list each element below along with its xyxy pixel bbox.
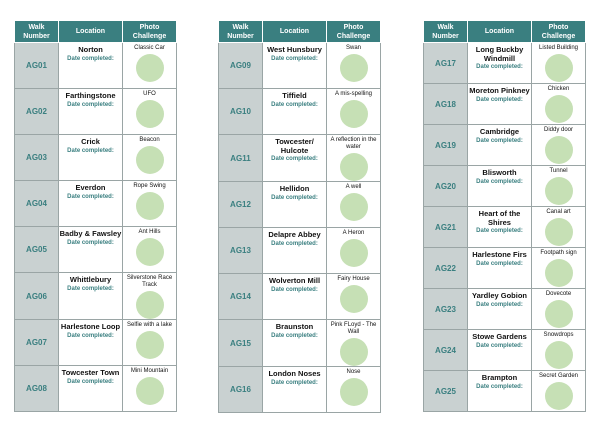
- photo-challenge-cell: [123, 135, 177, 181]
- walk-number: AG20: [424, 166, 468, 207]
- photo-challenge-cell: [532, 43, 586, 84]
- location-cell: [263, 274, 327, 320]
- table-row: [15, 366, 177, 412]
- table-row: [219, 89, 381, 135]
- walk-number: AG08: [15, 366, 59, 412]
- location-name: Norton: [78, 45, 103, 54]
- photo-challenge-cell: [327, 274, 381, 320]
- table-row: [219, 367, 381, 413]
- date-completed-label: Date completed:: [476, 96, 523, 103]
- location-cell: [468, 166, 532, 207]
- date-completed-label: Date completed:: [67, 332, 114, 339]
- photo-challenge-cell: [123, 89, 177, 135]
- photo-challenge-cell: [532, 371, 586, 412]
- photo-circle: [136, 238, 164, 266]
- date-completed-label: Date completed:: [476, 260, 523, 267]
- table-row: [424, 330, 586, 371]
- photo-challenge-label: Nose: [346, 369, 361, 375]
- location-name: Crick: [81, 137, 100, 146]
- photo-challenge-label: Footpath sign: [540, 250, 577, 256]
- location-cell: [263, 367, 327, 413]
- photo-challenge-label: Beacon: [139, 137, 160, 143]
- location-name: Badby & Fawsley: [59, 229, 122, 238]
- photo-circle: [545, 177, 573, 205]
- table-row: [424, 166, 586, 207]
- photo-challenge-cell: [532, 84, 586, 125]
- header-walk-number: Walk Number: [15, 21, 59, 43]
- location-cell: [263, 89, 327, 135]
- table-row: [424, 43, 586, 84]
- location-cell: [263, 43, 327, 89]
- photo-circle: [340, 285, 368, 313]
- photo-circle: [340, 153, 368, 181]
- walk-number: AG02: [15, 89, 59, 135]
- walk-number: AG03: [15, 135, 59, 181]
- date-completed-label: Date completed:: [476, 342, 523, 349]
- photo-challenge-label: Canal art: [546, 209, 571, 215]
- location-cell: [59, 320, 123, 366]
- photo-challenge-label: Selfie with a lake: [126, 322, 173, 328]
- table-row: [219, 135, 381, 182]
- photo-circle: [136, 146, 164, 174]
- photo-challenge-label: Pink FLoyd - The Wall: [330, 322, 377, 335]
- photo-challenge-cell: [327, 228, 381, 274]
- location-name: Harlestone Loop: [60, 322, 121, 331]
- photo-challenge-cell: [327, 89, 381, 135]
- photo-circle: [545, 341, 573, 369]
- walk-number: AG05: [15, 227, 59, 273]
- photo-challenge-cell: [532, 166, 586, 207]
- photo-challenge-label: Silverstone Race Track: [126, 275, 173, 288]
- photo-circle: [545, 136, 573, 164]
- location-name: Towcester/ Hulcote: [275, 137, 314, 155]
- photo-challenge-label: Listed Building: [538, 45, 579, 51]
- photo-circle: [545, 218, 573, 246]
- location-cell: [263, 228, 327, 274]
- location-cell: [468, 43, 532, 84]
- date-completed-label: Date completed:: [271, 194, 318, 201]
- table-row: [424, 84, 586, 125]
- location-name: Cambridge: [479, 127, 520, 136]
- photo-circle: [340, 239, 368, 267]
- location-cell: [468, 207, 532, 248]
- date-completed-label: Date completed:: [476, 383, 523, 390]
- header-photo-challenge: Photo Challenge: [123, 21, 177, 43]
- location-name: Long Buckby Windmill: [475, 45, 524, 63]
- photo-challenge-label: Chicken: [547, 86, 570, 92]
- date-completed-label: Date completed:: [67, 147, 114, 154]
- location-cell: [59, 89, 123, 135]
- photo-circle: [340, 193, 368, 221]
- walk-number: AG09: [219, 43, 263, 89]
- walk-number: AG14: [219, 274, 263, 320]
- photo-circle: [136, 54, 164, 82]
- location-name: Farthingstone: [65, 91, 116, 100]
- location-cell: [59, 181, 123, 227]
- walk-number: AG19: [424, 125, 468, 166]
- location-name: Hellidon: [279, 184, 310, 193]
- photo-challenge-cell: [327, 182, 381, 228]
- header-photo-challenge: Photo Challenge: [532, 21, 586, 43]
- walk-number: AG17: [424, 43, 468, 84]
- location-name: Whittlebury: [69, 275, 112, 284]
- table-row: [15, 135, 177, 181]
- walk-number: AG22: [424, 248, 468, 289]
- location-cell: [468, 330, 532, 371]
- location-cell: [263, 320, 327, 367]
- table-row: [424, 289, 586, 330]
- walk-number: AG21: [424, 207, 468, 248]
- table-row: [424, 125, 586, 166]
- location-name: Blisworth: [482, 168, 517, 177]
- table-row: [424, 207, 586, 248]
- table-row: [15, 181, 177, 227]
- header-location: Location: [263, 21, 327, 43]
- table-row: [219, 228, 381, 274]
- table-row: [219, 274, 381, 320]
- location-name: Towcester Town: [61, 368, 120, 377]
- location-cell: [59, 227, 123, 273]
- photo-challenge-label: Ant Hills: [138, 229, 161, 235]
- photo-challenge-cell: [123, 43, 177, 89]
- photo-challenge-cell: [327, 320, 381, 367]
- photo-challenge-cell: [327, 367, 381, 413]
- location-name: Everdon: [75, 183, 106, 192]
- table-row: [219, 43, 381, 89]
- location-cell: [468, 125, 532, 166]
- table-row: [15, 320, 177, 366]
- walk-number: AG10: [219, 89, 263, 135]
- walk-number: AG12: [219, 182, 263, 228]
- header-photo-challenge: Photo Challenge: [327, 21, 381, 43]
- header-location: Location: [59, 21, 123, 43]
- photo-circle: [136, 100, 164, 128]
- date-completed-label: Date completed:: [476, 64, 523, 70]
- walk-number: AG15: [219, 320, 263, 367]
- header-location: Location: [468, 21, 532, 43]
- location-name: Moreton Pinkney: [469, 86, 530, 95]
- walk-number: AG24: [424, 330, 468, 371]
- location-cell: [263, 135, 327, 182]
- photo-challenge-cell: [123, 366, 177, 412]
- walk-number: AG06: [15, 273, 59, 320]
- photo-circle: [340, 378, 368, 406]
- walk-number: AG04: [15, 181, 59, 227]
- photo-circle: [340, 54, 368, 82]
- photo-challenge-cell: [532, 248, 586, 289]
- table-row: [219, 320, 381, 367]
- walk-number: AG01: [15, 43, 59, 89]
- location-cell: [59, 135, 123, 181]
- date-completed-label: Date completed:: [271, 379, 318, 386]
- walk-number: AG23: [424, 289, 468, 330]
- table-row: [15, 43, 177, 89]
- location-cell: [468, 248, 532, 289]
- photo-circle: [545, 95, 573, 123]
- date-completed-label: Date completed:: [271, 156, 318, 162]
- location-name: Brampton: [481, 373, 518, 382]
- photo-challenge-label: Swan: [345, 45, 361, 51]
- photo-challenge-label: Secret Garden: [538, 373, 579, 379]
- walk-number: AG25: [424, 371, 468, 412]
- photo-circle: [545, 259, 573, 287]
- photo-challenge-label: A mis-spelling: [334, 91, 372, 97]
- date-completed-label: Date completed:: [271, 332, 318, 339]
- location-cell: [59, 366, 123, 412]
- photo-challenge-cell: [327, 135, 381, 182]
- table-row: [219, 182, 381, 228]
- photo-challenge-label: Fairy House: [337, 276, 370, 282]
- table-row: [15, 89, 177, 135]
- photo-circle: [545, 382, 573, 410]
- location-cell: [468, 371, 532, 412]
- photo-challenge-label: Snowdrops: [543, 332, 574, 338]
- photo-challenge-label: A reflection in the water: [330, 137, 377, 150]
- location-name: Harlestone Firs: [472, 250, 527, 259]
- location-name: West Hunsbury: [267, 45, 322, 54]
- location-name: Wolverton Mill: [268, 276, 321, 285]
- location-name: Heart of the Shires: [478, 209, 521, 227]
- photo-circle: [340, 338, 368, 366]
- date-completed-label: Date completed:: [476, 178, 523, 185]
- photo-challenge-label: Tunnel: [549, 168, 568, 174]
- photo-challenge-cell: [123, 273, 177, 320]
- walk-table-1: [14, 20, 177, 412]
- walk-table-2: [218, 20, 381, 413]
- walk-number: AG18: [424, 84, 468, 125]
- date-completed-label: Date completed:: [476, 228, 523, 234]
- photo-challenge-label: Classic Car: [134, 45, 165, 51]
- location-cell: [468, 84, 532, 125]
- photo-circle: [136, 291, 164, 319]
- photo-challenge-cell: [123, 320, 177, 366]
- photo-challenge-cell: [532, 207, 586, 248]
- photo-challenge-label: A well: [345, 184, 362, 190]
- photo-circle: [340, 100, 368, 128]
- location-name: Stowe Gardens: [472, 332, 527, 341]
- walk-number: AG13: [219, 228, 263, 274]
- location-name: Delapre Abbey: [268, 230, 321, 239]
- photo-challenge-cell: [123, 227, 177, 273]
- date-completed-label: Date completed:: [476, 301, 523, 308]
- photo-challenge-cell: [123, 181, 177, 227]
- photo-challenge-label: Dovecote: [545, 291, 572, 297]
- date-completed-label: Date completed:: [271, 55, 318, 62]
- photo-circle: [136, 377, 164, 405]
- header-walk-number: Walk Number: [424, 21, 468, 43]
- table-row: [15, 227, 177, 273]
- location-name: Tiffield: [282, 91, 307, 100]
- date-completed-label: Date completed:: [476, 137, 523, 144]
- table-row: [424, 371, 586, 412]
- header-walk-number: Walk Number: [219, 21, 263, 43]
- photo-circle: [545, 54, 573, 82]
- date-completed-label: Date completed:: [67, 239, 114, 246]
- location-cell: [59, 43, 123, 89]
- date-completed-label: Date completed:: [271, 286, 318, 293]
- photo-challenge-label: A Heron: [342, 230, 365, 236]
- photo-challenge-cell: [532, 125, 586, 166]
- photo-circle: [136, 192, 164, 220]
- photo-challenge-cell: [327, 43, 381, 89]
- photo-circle: [136, 331, 164, 359]
- photo-challenge-label: UFO: [143, 91, 156, 97]
- location-name: Yardley Gobion: [471, 291, 527, 300]
- walk-number: AG07: [15, 320, 59, 366]
- table-row: [424, 248, 586, 289]
- photo-challenge-label: Mini Mountain: [130, 368, 169, 374]
- date-completed-label: Date completed:: [67, 101, 114, 108]
- walk-table-3: [423, 20, 586, 412]
- location-cell: [263, 182, 327, 228]
- date-completed-label: Date completed:: [271, 240, 318, 247]
- date-completed-label: Date completed:: [67, 378, 114, 385]
- table-row: [15, 273, 177, 320]
- date-completed-label: Date completed:: [271, 101, 318, 108]
- date-completed-label: Date completed:: [67, 285, 114, 292]
- location-cell: [59, 273, 123, 320]
- location-cell: [468, 289, 532, 330]
- location-name: London Noses: [268, 369, 321, 378]
- walk-number: AG16: [219, 367, 263, 413]
- photo-challenge-cell: [532, 289, 586, 330]
- date-completed-label: Date completed:: [67, 55, 114, 62]
- date-completed-label: Date completed:: [67, 193, 114, 200]
- location-name: Braunston: [275, 322, 314, 331]
- photo-challenge-label: Diddy door: [543, 127, 573, 133]
- photo-circle: [545, 300, 573, 328]
- photo-challenge-label: Rope Swing: [133, 183, 166, 189]
- walk-number: AG11: [219, 135, 263, 182]
- photo-challenge-cell: [532, 330, 586, 371]
